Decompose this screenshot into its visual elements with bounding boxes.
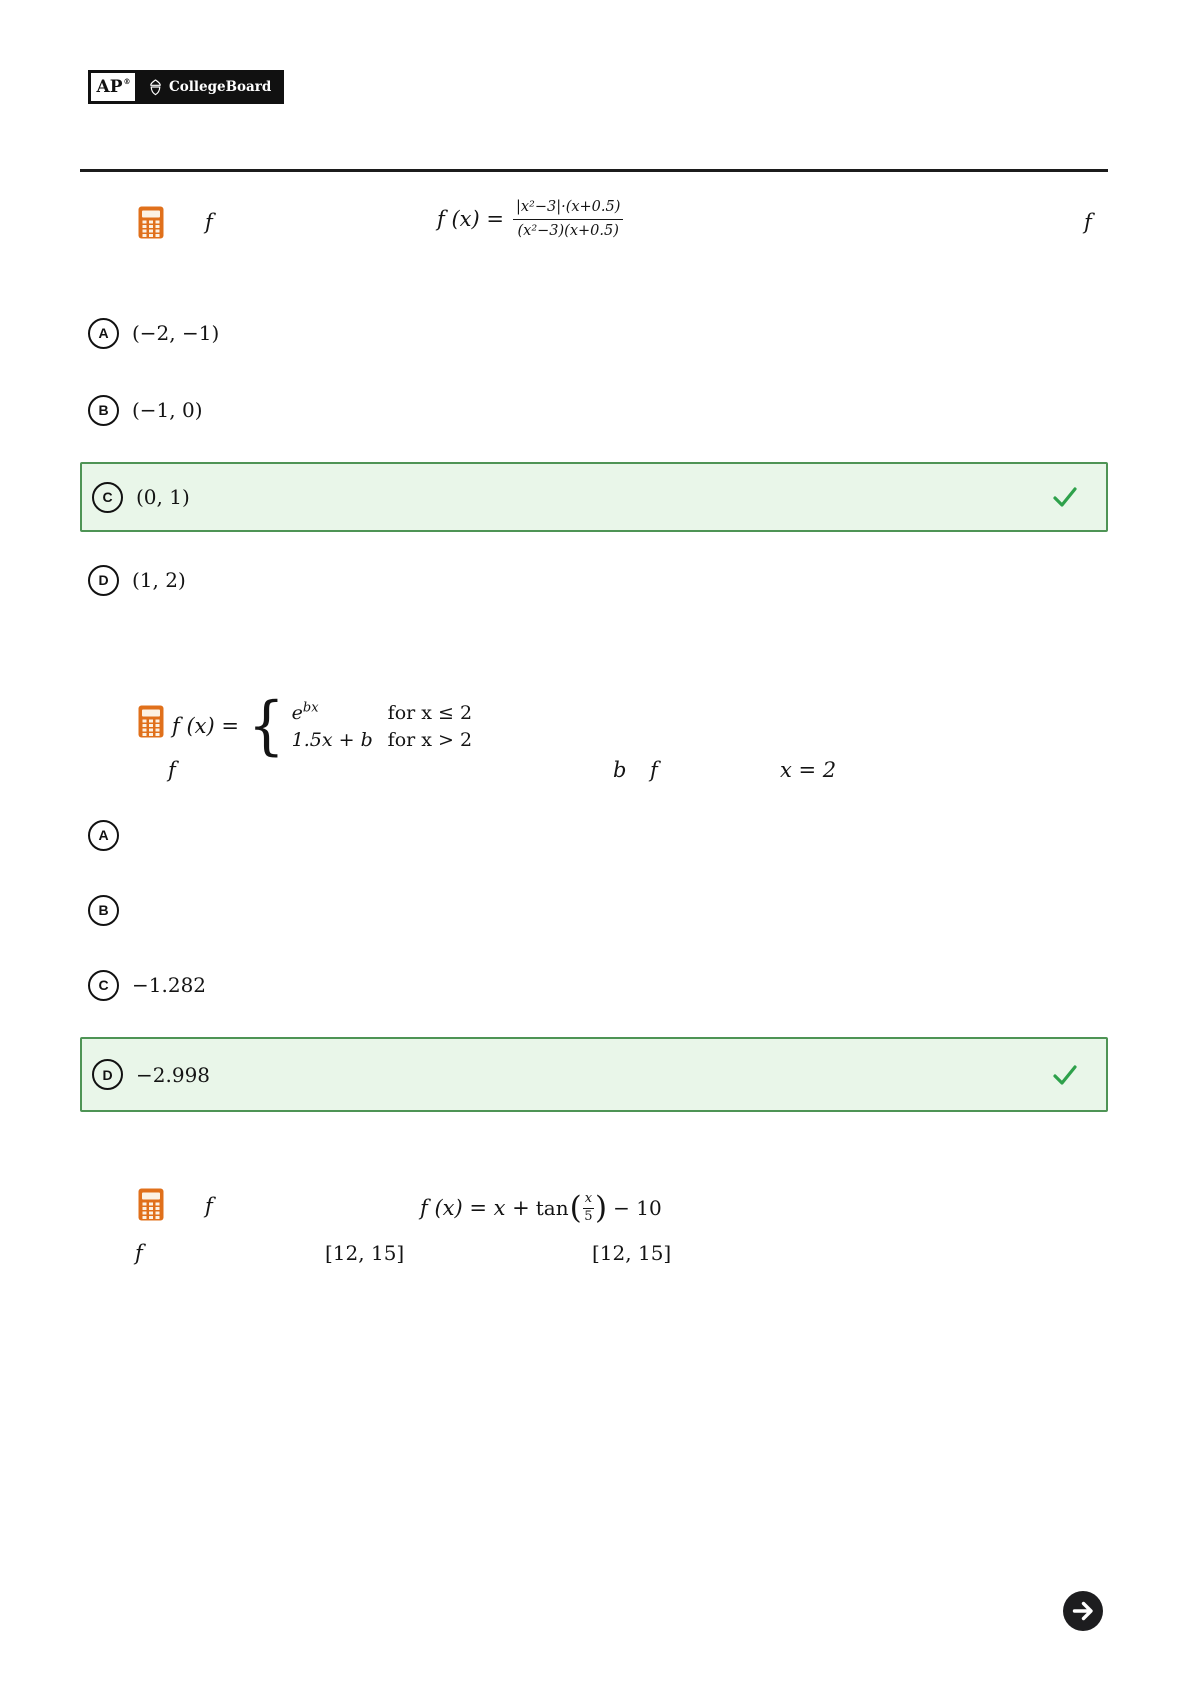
q1-formula-lhs: f (x) = bbox=[437, 207, 504, 231]
q1-option-d[interactable] bbox=[80, 563, 186, 597]
piecewise-cond-2: for x > 2 bbox=[387, 728, 473, 751]
option-letter-badge: B bbox=[88, 895, 119, 926]
q3-formula-tail: − 10 bbox=[613, 1196, 662, 1220]
q2-option-a[interactable] bbox=[80, 818, 132, 852]
calculator-icon bbox=[138, 1188, 164, 1221]
q2-inline-f2: f bbox=[650, 758, 658, 782]
q3-open-paren: ( bbox=[569, 1189, 582, 1226]
q3-frac-numerator: x bbox=[583, 1192, 594, 1209]
ap-logo: AP ® bbox=[88, 70, 138, 104]
option-text: (−1, 0) bbox=[132, 398, 203, 422]
q2-option-d-correct[interactable] bbox=[80, 1037, 1108, 1112]
piecewise-rows bbox=[292, 702, 472, 751]
q1-option-c-correct[interactable] bbox=[80, 462, 1108, 532]
piecewise-row-2 bbox=[292, 729, 472, 751]
q2-inline-x-equals-2: x = 2 bbox=[780, 758, 837, 782]
q2-option-c[interactable] bbox=[80, 968, 206, 1002]
piecewise-row-1 bbox=[292, 702, 472, 724]
q2-formula bbox=[172, 689, 473, 763]
option-text: (−2, −1) bbox=[132, 321, 220, 345]
q3-formula bbox=[420, 1186, 662, 1230]
q3-close-paren: ) bbox=[595, 1189, 608, 1226]
q1-formula bbox=[437, 188, 623, 250]
q3-inline-f2: f bbox=[135, 1241, 143, 1265]
calculator-icon bbox=[138, 206, 164, 239]
piecewise-expr-2: 1.5x + b bbox=[291, 728, 373, 751]
checkmark-icon bbox=[1050, 482, 1080, 512]
option-letter-badge: C bbox=[92, 482, 123, 513]
option-letter-badge: B bbox=[88, 395, 119, 426]
arrow-right-icon bbox=[1063, 1591, 1103, 1631]
q3-interval-2: [12, 15] bbox=[592, 1241, 672, 1265]
q1-inline-f: f bbox=[205, 210, 213, 234]
ap-collegeboard-logo bbox=[88, 70, 284, 104]
option-letter-badge: A bbox=[88, 318, 119, 349]
option-letter-badge: C bbox=[88, 970, 119, 1001]
next-question-button[interactable] bbox=[1063, 1591, 1103, 1631]
q2-inline-b: b bbox=[613, 758, 627, 782]
ap-label: AP bbox=[96, 77, 123, 97]
q1-fraction bbox=[513, 198, 623, 239]
acorn-icon bbox=[148, 79, 163, 96]
option-text: −1.282 bbox=[132, 973, 207, 997]
q2-formula-lhs: f (x) = bbox=[172, 714, 239, 738]
q3-frac-denominator: 5 bbox=[584, 1208, 593, 1224]
option-text: (1, 2) bbox=[132, 568, 186, 592]
q3-formula-lhs: f (x) = x + bbox=[420, 1196, 530, 1220]
option-letter-badge: A bbox=[88, 820, 119, 851]
q2-option-b[interactable] bbox=[80, 893, 132, 927]
collegeboard-label: CollegeBoard bbox=[169, 79, 272, 95]
q1-option-a[interactable] bbox=[80, 316, 219, 350]
q1-trailing-f: f bbox=[1084, 210, 1092, 234]
calculator-icon bbox=[138, 705, 164, 738]
header-divider bbox=[80, 169, 1108, 172]
q3-tan-function: tan bbox=[535, 1196, 569, 1220]
q3-fraction bbox=[583, 1192, 594, 1225]
checkmark-icon bbox=[1050, 1060, 1080, 1090]
piecewise-brace: { bbox=[247, 689, 285, 763]
option-letter-badge: D bbox=[88, 565, 119, 596]
q1-numerator: |x²−3|·(x+0.5) bbox=[513, 198, 623, 219]
option-text: −2.998 bbox=[136, 1062, 211, 1087]
option-text: (0, 1) bbox=[136, 485, 190, 509]
q3-inline-f: f bbox=[205, 1194, 213, 1218]
piecewise-cond-1: for x ≤ 2 bbox=[387, 701, 473, 724]
piecewise-expr-1: $e^{bx}$ bbox=[291, 700, 319, 724]
q1-denominator: (x²−3)(x+0.5) bbox=[517, 222, 619, 239]
option-letter-badge: D bbox=[92, 1059, 123, 1090]
collegeboard-logo bbox=[138, 70, 284, 104]
q2-inline-f: f bbox=[168, 758, 176, 782]
q1-option-b[interactable] bbox=[80, 393, 203, 427]
q3-interval-1: [12, 15] bbox=[325, 1241, 405, 1265]
